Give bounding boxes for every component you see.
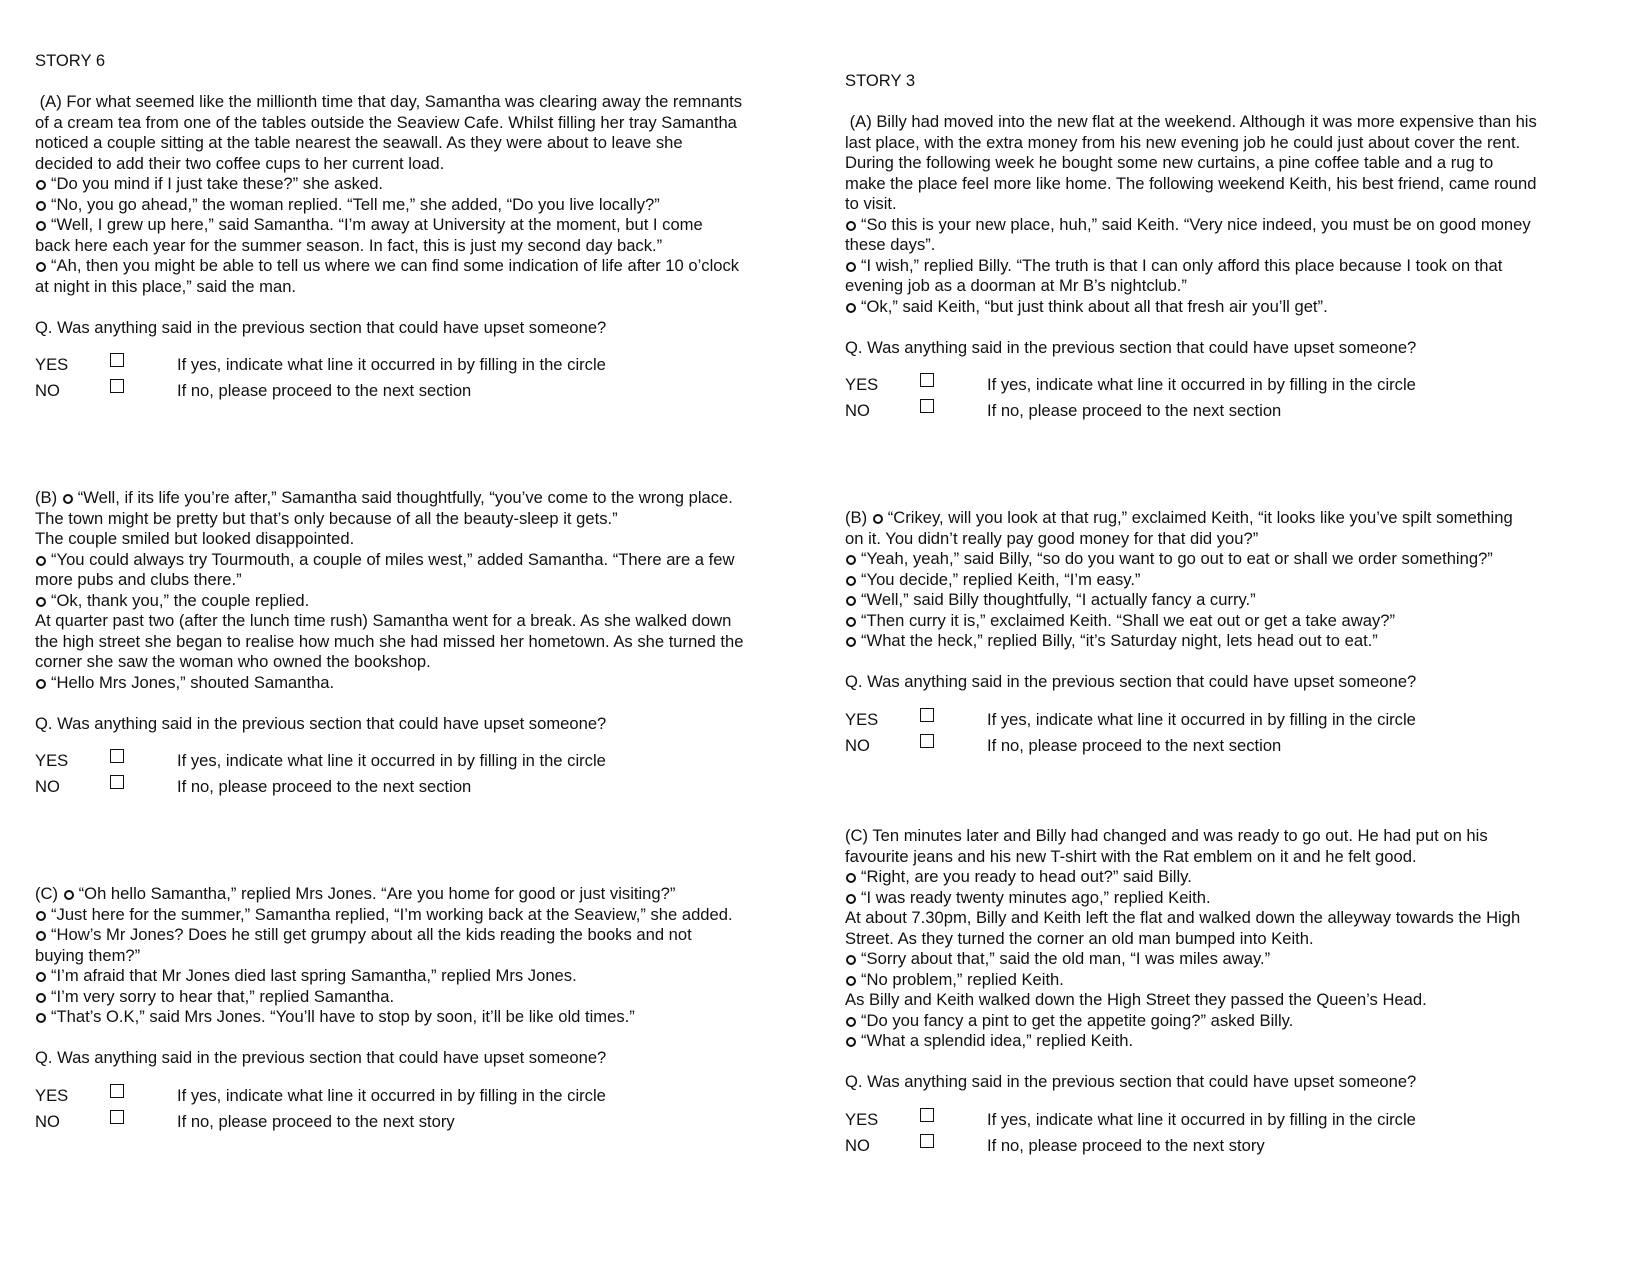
yes-checkbox[interactable] — [110, 749, 124, 763]
story-line — [35, 550, 825, 571]
line-text: The couple smiled but looked disappointed. — [35, 529, 355, 548]
story-line — [35, 277, 825, 298]
question-text: Q. Was anything said in the previous section that could have upset someone? — [35, 1048, 607, 1067]
story-line — [35, 529, 825, 550]
line-text: “Yeah, yeah,” said Billy, “so do you want to go out to eat or shall we order something?” — [861, 549, 1493, 568]
story-line — [35, 154, 825, 175]
story-line — [845, 153, 1635, 174]
yes-instruction: If yes, indicate what line it occurred in by filling in the circle — [987, 375, 1416, 394]
line-text: “Well, I grew up here,” said Samantha. “I’m away at University at the moment, but I come — [51, 215, 703, 234]
question-text: Q. Was anything said in the previous section that could have upset someone? — [35, 713, 607, 733]
story-line — [845, 276, 1635, 297]
line-circle-icon[interactable] — [846, 576, 856, 586]
no-option-row — [35, 379, 825, 405]
line-text: “What the heck,” replied Billy, “it’s Saturday night, lets head out to eat.” — [861, 631, 1378, 650]
story-line — [845, 990, 1635, 1011]
line-text: more pubs and clubs there.” — [35, 570, 242, 589]
story-line — [35, 925, 825, 946]
yes-option-row — [35, 749, 825, 775]
line-text: “Sorry about that,” said the old man, “I was miles away.” — [861, 949, 1271, 968]
line-text: to visit. — [845, 194, 897, 213]
line-text: “Well, if its life you’re after,” Samantha said thoughtfully, “you’ve come to the wrong place. — [77, 488, 733, 507]
answer-options — [845, 1108, 1635, 1160]
story-line — [35, 488, 825, 509]
line-circle-icon[interactable] — [36, 911, 46, 921]
story-line — [35, 987, 825, 1008]
line-text: Street. As they turned the corner an old man bumped into Keith. — [845, 928, 1314, 948]
story-line — [845, 194, 1635, 215]
yes-checkbox[interactable] — [920, 708, 934, 722]
line-circle-icon[interactable] — [846, 221, 856, 231]
line-text: “What a splendid idea,” replied Keith. — [861, 1031, 1134, 1050]
line-text: “Well,” said Billy thoughtfully, “I actually fancy a curry.” — [861, 590, 1256, 609]
story-line — [35, 632, 825, 653]
line-text: buying them?” — [35, 945, 141, 965]
yes-label: YES — [845, 375, 879, 394]
line-text: last place, with the extra money from his new evening job he could just about cover the rent. — [845, 132, 1521, 152]
no-instruction: If no, please proceed to the next section — [177, 777, 472, 796]
story-6-section-b — [35, 488, 825, 801]
line-text: favourite jeans and his new T-shirt with the Rat emblem on it and he felt good. — [845, 846, 1417, 866]
no-checkbox[interactable] — [110, 379, 124, 393]
story-line — [845, 1011, 1635, 1032]
line-text: “So this is your new place, huh,” said Keith. “Very nice indeed, you must be on good money — [861, 214, 1531, 234]
line-circle-icon[interactable] — [846, 303, 856, 313]
no-instruction: If no, please proceed to the next story — [177, 1111, 455, 1131]
line-text: “Ok, thank you,” the couple replied. — [51, 590, 310, 610]
line-circle-icon[interactable] — [846, 555, 856, 565]
question-text: Q. Was anything said in the previous section that could have upset someone? — [35, 317, 607, 337]
yes-option-row — [845, 1108, 1635, 1134]
line-text: (A) For what seemed like the millionth time that day, Samantha was clearing away the remnants — [35, 92, 743, 111]
line-text: “Ah, then you might be able to tell us where we can find some indication of life after 10 o’clock — [51, 256, 740, 275]
story-line — [35, 215, 825, 236]
no-checkbox[interactable] — [920, 734, 934, 748]
line-text: The town might be pretty but that’s only because of all the beauty-sleep it gets.” — [35, 508, 618, 528]
yes-checkbox[interactable] — [920, 373, 934, 387]
line-text: corner she saw the woman who owned the bookshop. — [35, 652, 431, 671]
line-circle-icon[interactable] — [846, 617, 856, 627]
line-circle-icon[interactable] — [36, 556, 46, 566]
story-6-column — [35, 51, 825, 1131]
line-circle-icon[interactable] — [36, 1013, 46, 1023]
line-text: “Crikey, will you look at that rug,” exclaimed Keith, “it looks like you’ve spilt something — [887, 508, 1513, 527]
line-circle-icon[interactable] — [36, 679, 46, 689]
answer-options — [35, 353, 825, 405]
line-text: At about 7.30pm, Billy and Keith left the flat and walked down the alleyway towards the High — [845, 908, 1521, 927]
line-circle-icon[interactable] — [36, 201, 46, 211]
line-text: “I’m afraid that Mr Jones died last spring Samantha,” replied Mrs Jones. — [51, 966, 577, 985]
no-instruction: If no, please proceed to the next story — [987, 1135, 1265, 1155]
line-text: As Billy and Keith walked down the High Street they passed the Queen’s Head. — [845, 990, 1427, 1009]
question-text: Q. Was anything said in the previous section that could have upset someone? — [845, 1072, 1417, 1091]
line-text: “I’m very sorry to hear that,” replied Samantha. — [51, 986, 395, 1006]
story-line — [845, 949, 1635, 970]
story-line — [845, 590, 1635, 611]
story-line — [35, 113, 825, 134]
line-text: “I wish,” replied Billy. “The truth is that I can only afford this place because I took on that — [861, 255, 1503, 275]
line-circle-icon[interactable] — [36, 931, 46, 941]
line-prefix: (B) — [35, 488, 62, 507]
answer-options — [845, 708, 1635, 760]
answer-options — [35, 1084, 825, 1136]
story-6-title: STORY 6 — [35, 51, 106, 70]
no-option-row — [35, 1110, 825, 1136]
no-option-row — [845, 734, 1635, 760]
line-text: the high street she began to realise how much she had missed her hometown. As she turned the — [35, 631, 744, 651]
line-circle-icon[interactable] — [36, 597, 46, 607]
story-line — [845, 256, 1635, 277]
line-circle-icon[interactable] — [36, 993, 46, 1003]
line-text: “You could always try Tourmouth, a couple of miles west,” added Samantha. “There are a few — [51, 549, 735, 569]
story-6-section-c — [35, 884, 825, 1136]
line-circle-icon[interactable] — [36, 972, 46, 982]
line-text: “That’s O.K,” said Mrs Jones. “You’ll have to stop by soon, it’ll be like old times.” — [51, 1007, 635, 1026]
story-line — [35, 133, 825, 154]
no-checkbox[interactable] — [110, 775, 124, 789]
story-line — [845, 970, 1635, 991]
yes-label: YES — [35, 355, 69, 374]
story-line — [845, 929, 1635, 950]
yes-label: YES — [845, 709, 879, 729]
yes-option-row — [845, 373, 1635, 399]
story-line — [845, 888, 1635, 909]
story-line — [845, 867, 1635, 888]
yes-label: YES — [35, 751, 69, 770]
line-circle-icon[interactable] — [36, 262, 46, 272]
story-line — [35, 92, 825, 113]
line-text: at night in this place,” said the man. — [35, 276, 297, 296]
line-circle-icon[interactable] — [846, 596, 856, 606]
yes-instruction: If yes, indicate what line it occurred in by filling in the circle — [177, 355, 606, 374]
story-line — [35, 591, 825, 612]
story-line — [845, 174, 1635, 195]
answer-options — [35, 749, 825, 801]
story-line — [35, 673, 825, 694]
story-line — [845, 611, 1635, 632]
story-line — [845, 508, 1635, 529]
line-circle-icon[interactable] — [846, 262, 856, 272]
story-6-section-a — [35, 92, 825, 405]
yes-option-row — [845, 708, 1635, 734]
story-line — [35, 905, 825, 926]
line-text: noticed a couple sitting at the table nearest the seawall. As they were about to leave she — [35, 133, 683, 152]
story-line — [845, 235, 1635, 256]
no-checkbox[interactable] — [110, 1110, 124, 1124]
line-text: these days”. — [845, 235, 936, 254]
yes-instruction: If yes, indicate what line it occurred in by filling in the circle — [987, 709, 1416, 729]
line-prefix: (B) — [845, 508, 872, 527]
yes-instruction: If yes, indicate what line it occurred in by filling in the circle — [177, 751, 606, 770]
no-option-row — [845, 1134, 1635, 1160]
line-text: back here each year for the summer season. In fact, this is just my second day back.” — [35, 235, 663, 255]
yes-option-row — [35, 1084, 825, 1110]
line-text: on it. You didn’t really pay good money for that did you?” — [845, 528, 1259, 548]
story-line — [845, 1031, 1635, 1052]
no-label: NO — [35, 381, 60, 400]
story-3-section-c — [845, 826, 1635, 1160]
yes-label: YES — [845, 1109, 879, 1129]
line-text: (C) Ten minutes later and Billy had changed and was ready to go out. He had put on his — [845, 826, 1488, 845]
line-circle-icon[interactable] — [846, 873, 856, 883]
line-circle-icon[interactable] — [64, 890, 74, 900]
yes-instruction: If yes, indicate what line it occurred in by filling in the circle — [987, 1109, 1416, 1129]
story-line — [35, 966, 825, 987]
story-line — [845, 215, 1635, 236]
line-text: “Just here for the summer,” Samantha replied, “I’m working back at the Seaview,” she added. — [51, 904, 733, 924]
no-label: NO — [35, 777, 60, 796]
line-text: At quarter past two (after the lunch time rush) Samantha went for a break. As she walked down — [35, 611, 732, 630]
story-line — [845, 908, 1635, 929]
line-text: “No, you go ahead,” the woman replied. “Tell me,” she added, “Do you live locally?” — [51, 194, 660, 214]
line-prefix: (C) — [35, 884, 63, 903]
no-checkbox[interactable] — [920, 1134, 934, 1148]
line-text: “Hello Mrs Jones,” shouted Samantha. — [51, 672, 335, 692]
line-circle-icon[interactable] — [36, 221, 46, 231]
no-label: NO — [35, 1111, 60, 1131]
story-line — [35, 946, 825, 967]
line-text: “Do you mind if I just take these?” she asked. — [51, 174, 384, 193]
line-circle-icon[interactable] — [846, 976, 856, 986]
no-instruction: If no, please proceed to the next section — [987, 735, 1282, 755]
no-label: NO — [845, 735, 870, 755]
story-line — [35, 256, 825, 277]
yes-checkbox[interactable] — [110, 1084, 124, 1098]
story-line — [845, 631, 1635, 652]
question-text: Q. Was anything said in the previous section that could have upset someone? — [845, 337, 1417, 357]
line-text: (A) Billy had moved into the new flat at the weekend. Although it was more expensive than his — [845, 112, 1537, 131]
no-label: NO — [845, 401, 870, 420]
line-text: “I was ready twenty minutes ago,” replied Keith. — [861, 887, 1211, 907]
line-circle-icon[interactable] — [846, 637, 856, 647]
story-line — [35, 195, 825, 216]
no-instruction: If no, please proceed to the next section — [987, 401, 1282, 420]
story-line — [845, 549, 1635, 570]
line-circle-icon[interactable] — [846, 1017, 856, 1027]
story-3-section-b — [845, 508, 1635, 760]
line-circle-icon[interactable] — [873, 514, 883, 524]
line-text: “No problem,” replied Keith. — [861, 969, 1064, 989]
story-line — [845, 529, 1635, 550]
line-circle-icon[interactable] — [36, 180, 46, 190]
line-text: “Right, are you ready to head out?” said Billy. — [861, 867, 1192, 886]
story-line — [35, 570, 825, 591]
line-circle-icon[interactable] — [63, 494, 73, 504]
line-text: “You decide,” replied Keith, “I’m easy.” — [861, 569, 1141, 589]
story-line — [35, 509, 825, 530]
no-option-row — [35, 775, 825, 801]
yes-checkbox[interactable] — [110, 353, 124, 367]
line-text: “Ok,” said Keith, “but just think about all that fresh air you’ll get”. — [861, 296, 1328, 316]
story-line — [845, 570, 1635, 591]
story-line — [35, 1007, 825, 1028]
yes-option-row — [35, 353, 825, 379]
story-line — [845, 826, 1635, 847]
yes-instruction: If yes, indicate what line it occurred in by filling in the circle — [177, 1085, 606, 1105]
line-text: During the following week he bought some new curtains, a pine coffee table and a rug to — [845, 153, 1494, 172]
yes-label: YES — [35, 1085, 69, 1105]
story-line — [845, 133, 1635, 154]
story-line — [845, 297, 1635, 318]
line-text: of a cream tea from one of the tables outside the Seaview Cafe. Whilst filling her tray Samantha — [35, 112, 737, 132]
line-circle-icon[interactable] — [846, 955, 856, 965]
no-option-row — [845, 399, 1635, 425]
line-text: decided to add their two coffee cups to her current load. — [35, 153, 445, 173]
story-line — [35, 652, 825, 673]
yes-checkbox[interactable] — [920, 1108, 934, 1122]
line-text: “Then curry it is,” exclaimed Keith. “Shall we eat out or get a take away?” — [861, 610, 1395, 630]
no-label: NO — [845, 1135, 870, 1155]
no-instruction: If no, please proceed to the next section — [177, 381, 472, 400]
story-line — [35, 611, 825, 632]
story-line — [845, 847, 1635, 868]
story-3-section-a — [845, 112, 1635, 425]
line-text: “Oh hello Samantha,” replied Mrs Jones. “Are you home for good or just visiting?” — [78, 884, 676, 903]
story-3-column — [845, 71, 1635, 1155]
story-line — [35, 174, 825, 195]
story-line — [845, 112, 1635, 133]
line-text: “Do you fancy a pint to get the appetite going?” asked Billy. — [861, 1010, 1294, 1030]
line-text: “How’s Mr Jones? Does he still get grumpy about all the kids reading the books and not — [51, 925, 692, 944]
line-text: evening job as a doorman at Mr B’s nightclub.” — [845, 276, 1187, 295]
line-circle-icon[interactable] — [846, 1037, 856, 1047]
story-line — [35, 236, 825, 257]
line-circle-icon[interactable] — [846, 894, 856, 904]
answer-options — [845, 373, 1635, 425]
line-text: make the place feel more like home. The following weekend Keith, his best friend, came round — [845, 173, 1537, 193]
no-checkbox[interactable] — [920, 399, 934, 413]
question-text: Q. Was anything said in the previous section that could have upset someone? — [845, 672, 1417, 691]
story-line — [35, 884, 825, 905]
story-3-title: STORY 3 — [845, 71, 916, 90]
